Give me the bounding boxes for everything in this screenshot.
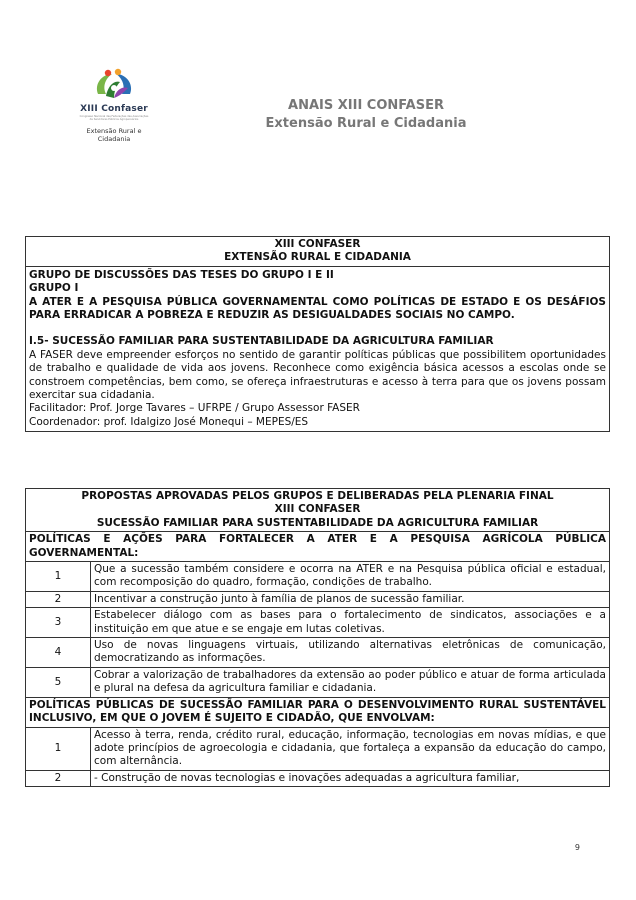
section-1-title: POLÍTICAS E AÇÕES PARA FORTALECER A ATER E A PESQUISA AGRÍCOLA PÚBLICA GOVERNAMENTAL: <box>26 532 610 562</box>
row-text: - Construção de novas tecnologias e inovações adequadas a agricultura familiar, <box>91 770 610 786</box>
section-row <box>26 697 610 727</box>
table-row <box>26 608 610 638</box>
group-discussion-title: GRUPO DE DISCUSSÕES DAS TESES DO GRUPO I E II <box>29 268 334 281</box>
row-text: Cobrar a valorização de trabalhadores da extensão ao poder público e atuar de forma articulada e plural na defesa da agricultura familiar e cidadania. <box>91 667 610 697</box>
group-theme: A ATER E A PESQUISA PÚBLICA GOVERNAMENTAL COMO POLÍTICAS DE ESTADO E OS DESÁFIOS PARA ERRADICAR A POBREZA E REDUZIR AS DESIGUALDADES SOCIAIS NO CAMPO. <box>29 295 606 322</box>
row-text: Acesso à terra, renda, crédito rural, educação, informação, tecnologias em novas mídias, e que adote princípios de agroecologia e cidadania, que fortaleça a expansão da educação do campo, com alternância. <box>91 727 610 770</box>
facilitator: Facilitador: Prof. Jorge Tavares – UFRPE / Grupo Assessor FASER <box>29 402 360 415</box>
section-row <box>26 532 610 562</box>
page-number: 9 <box>574 843 580 852</box>
group-label: GRUPO I <box>29 282 79 295</box>
row-number: 4 <box>26 638 91 668</box>
row-text: Que a sucessão também considere e ocorra na ATER e na Pesquisa pública oficial e estadual, com recomposição do quadro, formação, condições de trabalho. <box>91 562 610 592</box>
logo-subtitle-line1: Extensão Rural e <box>86 127 142 135</box>
logo-title: XIII Confaser <box>80 104 148 114</box>
row-number: 2 <box>26 591 91 607</box>
table-row <box>26 667 610 697</box>
thesis-header-line1: XIII CONFASER <box>274 238 361 250</box>
row-number: 5 <box>26 667 91 697</box>
logo-tagline: Congresso Nacional das Federações das Associações de Servidores Públicos Agropecuários <box>79 115 149 121</box>
coordinator: Coordenador: prof. Idalgizo José Monequi – MEPES/ES <box>29 415 309 428</box>
proposals-header-line1: PROPOSTAS APROVADAS PELOS GRUPOS E DELIBERADAS PELA PLENARIA FINAL <box>81 490 554 502</box>
row-number: 2 <box>26 770 91 786</box>
header-title: ANAIS XIII CONFASER <box>288 98 444 113</box>
thesis-header-line2: EXTENSÃO RURAL E CIDADANIA <box>224 251 411 264</box>
thesis-paragraph: A FASER deve empreender esforços no sentido de garantir políticas públicas que possibilitem oportunidades de trabalho e qualidade de vida aos jovens. Reconhece como exigência básica acessos a escolas onde se constroem competências, bem como, se ofereça infraestruturas e acesso à terra para que os jovens possam exercitar sua cidadania. <box>29 348 606 402</box>
logo-subtitle-line2: Cidadania <box>97 135 131 143</box>
table-row <box>26 591 610 607</box>
table-row <box>26 638 610 668</box>
confaser-logo <box>74 68 154 143</box>
proposals-header <box>26 489 610 532</box>
table-row <box>26 562 610 592</box>
header-subtitle: Extensão Rural e Cidadania <box>265 116 467 131</box>
table-row <box>26 727 610 770</box>
proposals-header-line2: XIII CONFASER <box>274 503 361 516</box>
proposals-table <box>25 488 610 787</box>
section-2-title: POLÍTICAS PÚBLICAS DE SUCESSÃO FAMILIAR PARA O DESENVOLVIMENTO RURAL SUSTENTÁVEL INCLUSIVO, EM QUE O JOVEM É SUJEITO E CIDADÃO, QUE ENVOLVAM: <box>26 697 610 727</box>
thesis-box-body <box>26 267 609 431</box>
thesis-section-title: I.5- SUCESSÃO FAMILIAR PARA SUSTENTABILIDADE DA AGRICULTURA FAMILIAR <box>29 335 494 348</box>
table-row <box>26 770 610 786</box>
row-text: Estabelecer diálogo com as bases para o fortalecimento de sindicatos, associações e a instituição em que atue e se engaje em lutas coletivas. <box>91 608 610 638</box>
confaser-emblem-icon <box>92 68 136 102</box>
proposals-header-row <box>26 489 610 532</box>
proposals-header-line3: SUCESSÃO FAMILIAR PARA SUSTENTABILIDADE DA AGRICULTURA FAMILIAR <box>96 516 539 529</box>
row-number: 1 <box>26 562 91 592</box>
row-text: Incentivar a construção junto à família de planos de sucessão familiar. <box>91 591 610 607</box>
thesis-box-header <box>26 237 609 267</box>
row-number: 3 <box>26 608 91 638</box>
row-text: Uso de novas linguagens virtuais, utilizando alternativas eletrônicas de comunicação, democratizando as informações. <box>91 638 610 668</box>
thesis-box <box>25 236 610 432</box>
row-number: 1 <box>26 727 91 770</box>
